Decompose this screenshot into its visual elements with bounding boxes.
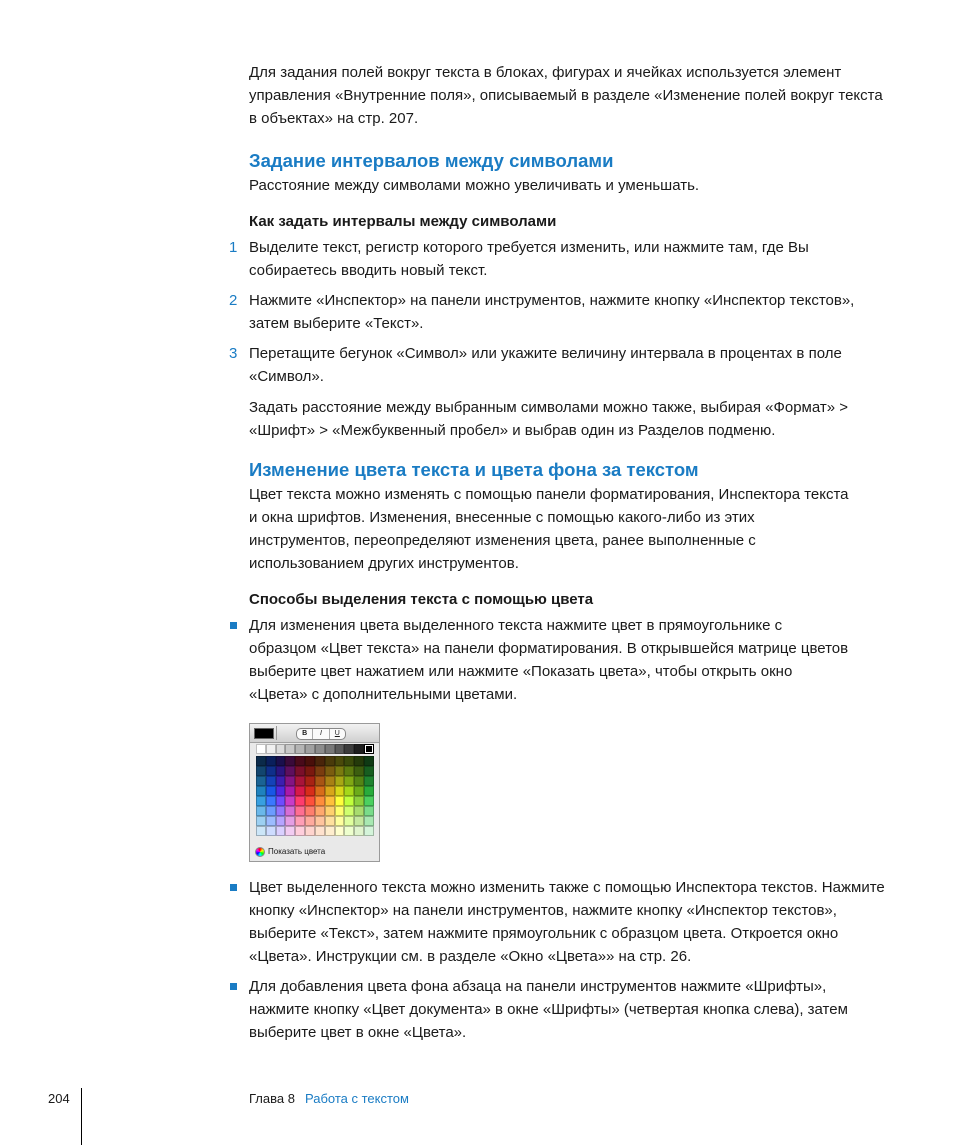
color-cell[interactable] (354, 816, 364, 826)
color-cell[interactable] (315, 796, 325, 806)
color-cell[interactable] (344, 826, 354, 836)
color-cell[interactable] (335, 816, 345, 826)
color-cell[interactable] (315, 786, 325, 796)
color-cell[interactable] (285, 766, 295, 776)
show-colors-button[interactable] (255, 846, 325, 858)
color-cell[interactable] (364, 786, 374, 796)
color-cell[interactable] (354, 776, 364, 786)
section-spacing-lead: Расстояние между символами можно увеличивать и уменьшать. (249, 177, 700, 194)
color-cell[interactable] (266, 766, 276, 776)
bullet-text: Для изменения цвета выделенного текста нажмите цвет в прямоугольнике с образцом «Цвет текста» на панели форматирования. В открывшейся матрице цветов выберите цвет нажатием или нажмите «Показать цвета», чтобы открыть окно «Цвета» с дополнительными цветами. (249, 617, 849, 703)
footer-chapter (249, 1091, 409, 1106)
color-cell[interactable] (285, 806, 295, 816)
howto-heading: Как задать интервалы между символами (249, 213, 557, 230)
color-cell[interactable] (354, 766, 364, 776)
step-text: Нажмите «Инспектор» на панели инструментов, нажмите кнопку «Инспектор текстов», затем выберите «Текст». (249, 292, 855, 332)
color-cell[interactable] (354, 756, 364, 766)
underline-button[interactable]: U (334, 730, 340, 737)
color-cell[interactable] (335, 796, 345, 806)
color-cell[interactable] (305, 806, 315, 816)
spacing-note: Задать расстояние между выбранным символами можно также, выбирая «Формат» > «Шрифт» > «Межбуквенный пробел» и выбрав один из Разделов подменю. (249, 399, 849, 439)
color-cell[interactable] (335, 744, 345, 754)
color-cell[interactable] (325, 796, 335, 806)
color-cell[interactable] (295, 744, 305, 754)
color-cell[interactable] (276, 786, 286, 796)
color-cell[interactable] (335, 786, 345, 796)
step-number: 3 (229, 345, 238, 362)
chapter-title: Работа с текстом (304, 1091, 409, 1106)
italic-button[interactable]: I (313, 729, 329, 739)
color-cell[interactable] (344, 756, 354, 766)
bullet-marker (230, 622, 237, 629)
color-row (256, 786, 374, 796)
chapter-label: Глава 8 (249, 1091, 295, 1106)
color-cell[interactable] (354, 806, 364, 816)
color-cell[interactable] (305, 796, 315, 806)
color-cell[interactable] (364, 756, 374, 766)
color-cell[interactable] (344, 776, 354, 786)
color-cell[interactable] (364, 806, 374, 816)
color-cell[interactable] (364, 766, 374, 776)
section-heading-spacing: Задание интервалов между символами (249, 150, 614, 171)
color-cell[interactable] (315, 826, 325, 836)
step-text: Выделите текст, регистр которого требуется изменить, или нажмите там, где Вы собираетесь вводить новый текст. (249, 239, 809, 279)
color-cell[interactable] (256, 744, 266, 754)
color-cell[interactable] (335, 766, 345, 776)
ways-heading: Способы выделения текста с помощью цвета (249, 591, 594, 608)
color-cell[interactable] (325, 744, 335, 754)
color-row (256, 806, 374, 816)
color-cell[interactable] (295, 806, 305, 816)
step-text: Перетащите бегунок «Символ» или укажите величину интервала в процентах в поле «Символ». (249, 345, 842, 385)
color-cell[interactable] (256, 806, 266, 816)
color-cell[interactable] (354, 826, 364, 836)
color-cell[interactable] (285, 826, 295, 836)
color-cell[interactable] (266, 796, 276, 806)
color-cell[interactable] (315, 744, 325, 754)
color-cell[interactable] (364, 816, 374, 826)
show-colors-label: Показать цвета (268, 847, 326, 856)
color-cell[interactable] (285, 786, 295, 796)
color-cell[interactable] (325, 786, 335, 796)
color-cell[interactable] (315, 816, 325, 826)
color-cell[interactable] (344, 806, 354, 816)
color-cell[interactable] (335, 826, 345, 836)
color-cell[interactable] (315, 766, 325, 776)
bold-button[interactable]: B (297, 729, 313, 739)
color-row (256, 826, 374, 836)
color-cell[interactable] (305, 766, 315, 776)
intro-paragraph: Для задания полей вокруг текста в блоках, фигурах и ячейках используется элемент управления «Внутренние поля», описываемый в разделе «Изменение полей вокруг текста в объектах» на стр. 207. (249, 64, 883, 127)
bullet-text: Цвет выделенного текста можно изменить также с помощью Инспектора текстов. Нажмите кнопку «Инспектор» на панели инструментов, нажмите кнопку «Инспектор текстов», выберите «Текст», затем нажмите прямоугольник с образцом цвета. Откроется окно «Цвета». Инструкции см. в разделе «Окно «Цвета»» на стр. 26. (249, 879, 885, 965)
color-cell[interactable] (266, 826, 276, 836)
color-cell[interactable] (266, 756, 276, 766)
color-row (256, 756, 374, 766)
color-cell[interactable] (266, 744, 276, 754)
color-cell[interactable] (266, 806, 276, 816)
color-cell[interactable] (364, 776, 374, 786)
color-cell[interactable] (295, 776, 305, 786)
footer-rule (81, 1088, 82, 1145)
color-cell[interactable] (285, 744, 295, 754)
color-cell[interactable] (315, 806, 325, 816)
color-cell[interactable] (276, 796, 286, 806)
color-cell[interactable] (364, 796, 374, 806)
color-cell[interactable] (325, 756, 335, 766)
color-cell[interactable] (266, 786, 276, 796)
color-cell[interactable] (325, 826, 335, 836)
color-cell[interactable] (335, 756, 345, 766)
color-matrix (256, 744, 374, 862)
color-cell[interactable] (364, 826, 374, 836)
color-cell[interactable] (354, 796, 364, 806)
style-buttons (296, 728, 346, 740)
section-color-lead: Цвет текста можно изменять с помощью панели форматирования, Инспектора текста и окна шрифтов. Изменения, внесенные с помощью какого-либо из этих инструментов, переопределяют изменения цвета, ранее выполненные с использованием других инструментов. (249, 486, 849, 572)
color-cell[interactable] (295, 816, 305, 826)
color-cell[interactable] (276, 816, 286, 826)
color-cell[interactable] (276, 776, 286, 786)
color-cell[interactable] (335, 776, 345, 786)
color-row (256, 816, 374, 826)
color-cell[interactable] (315, 756, 325, 766)
text-color-swatch[interactable] (254, 728, 274, 739)
color-palette (249, 723, 380, 862)
color-cell[interactable] (256, 766, 266, 776)
color-cell[interactable] (266, 776, 276, 786)
color-cell[interactable] (295, 826, 305, 836)
color-cell[interactable] (344, 786, 354, 796)
color-row (256, 776, 374, 786)
section-heading-color: Изменение цвета текста и цвета фона за текстом (249, 459, 699, 480)
color-cell[interactable] (276, 756, 286, 766)
color-cell[interactable] (256, 796, 266, 806)
color-cell[interactable] (256, 786, 266, 796)
color-cell[interactable] (256, 826, 266, 836)
color-cell[interactable] (325, 806, 335, 816)
color-cell[interactable] (295, 796, 305, 806)
color-cell[interactable] (285, 776, 295, 786)
step-number: 2 (229, 292, 238, 309)
color-cell[interactable] (285, 816, 295, 826)
palette-toolbar (250, 724, 379, 743)
color-row (256, 766, 374, 776)
color-cell[interactable] (276, 826, 286, 836)
color-cell[interactable] (325, 816, 335, 826)
color-cell[interactable] (295, 766, 305, 776)
color-cell[interactable] (285, 796, 295, 806)
page-number: 204 (48, 1091, 70, 1106)
color-cell[interactable] (344, 766, 354, 776)
color-cell[interactable] (256, 776, 266, 786)
color-row (256, 796, 374, 806)
gray-row (256, 744, 374, 754)
bullet-marker (230, 884, 237, 891)
bullet-text: Для добавления цвета фона абзаца на панели инструментов нажмите «Шрифты», нажмите кнопку «Цвет документа» в окне «Шрифты» (четвертая кнопка слева), затем выберите цвет в окне «Цвета». (249, 978, 848, 1041)
color-cell[interactable] (295, 786, 305, 796)
color-cell[interactable] (285, 756, 295, 766)
color-cell[interactable] (256, 816, 266, 826)
color-cell[interactable] (305, 786, 315, 796)
color-cell[interactable] (325, 776, 335, 786)
color-cell[interactable] (325, 766, 335, 776)
color-cell[interactable] (335, 806, 345, 816)
toolbar-divider (276, 726, 277, 740)
color-cell[interactable] (354, 744, 364, 754)
color-cell[interactable] (354, 786, 364, 796)
color-cell[interactable] (256, 756, 266, 766)
color-cell[interactable] (276, 744, 286, 754)
color-cell[interactable] (344, 744, 354, 754)
color-cell[interactable] (295, 756, 305, 766)
color-cell[interactable] (276, 766, 286, 776)
color-cell[interactable] (305, 756, 315, 766)
color-cell[interactable] (344, 816, 354, 826)
color-cell[interactable] (364, 744, 374, 754)
color-cell[interactable] (305, 826, 315, 836)
color-cell[interactable] (305, 744, 315, 754)
color-cell[interactable] (266, 816, 276, 826)
color-cell[interactable] (344, 796, 354, 806)
color-cell[interactable] (315, 776, 325, 786)
step-number: 1 (229, 239, 238, 256)
color-wheel-icon (255, 847, 265, 857)
bullet-marker (230, 983, 237, 990)
color-cell[interactable] (276, 806, 286, 816)
color-cell[interactable] (305, 776, 315, 786)
color-cell[interactable] (305, 816, 315, 826)
